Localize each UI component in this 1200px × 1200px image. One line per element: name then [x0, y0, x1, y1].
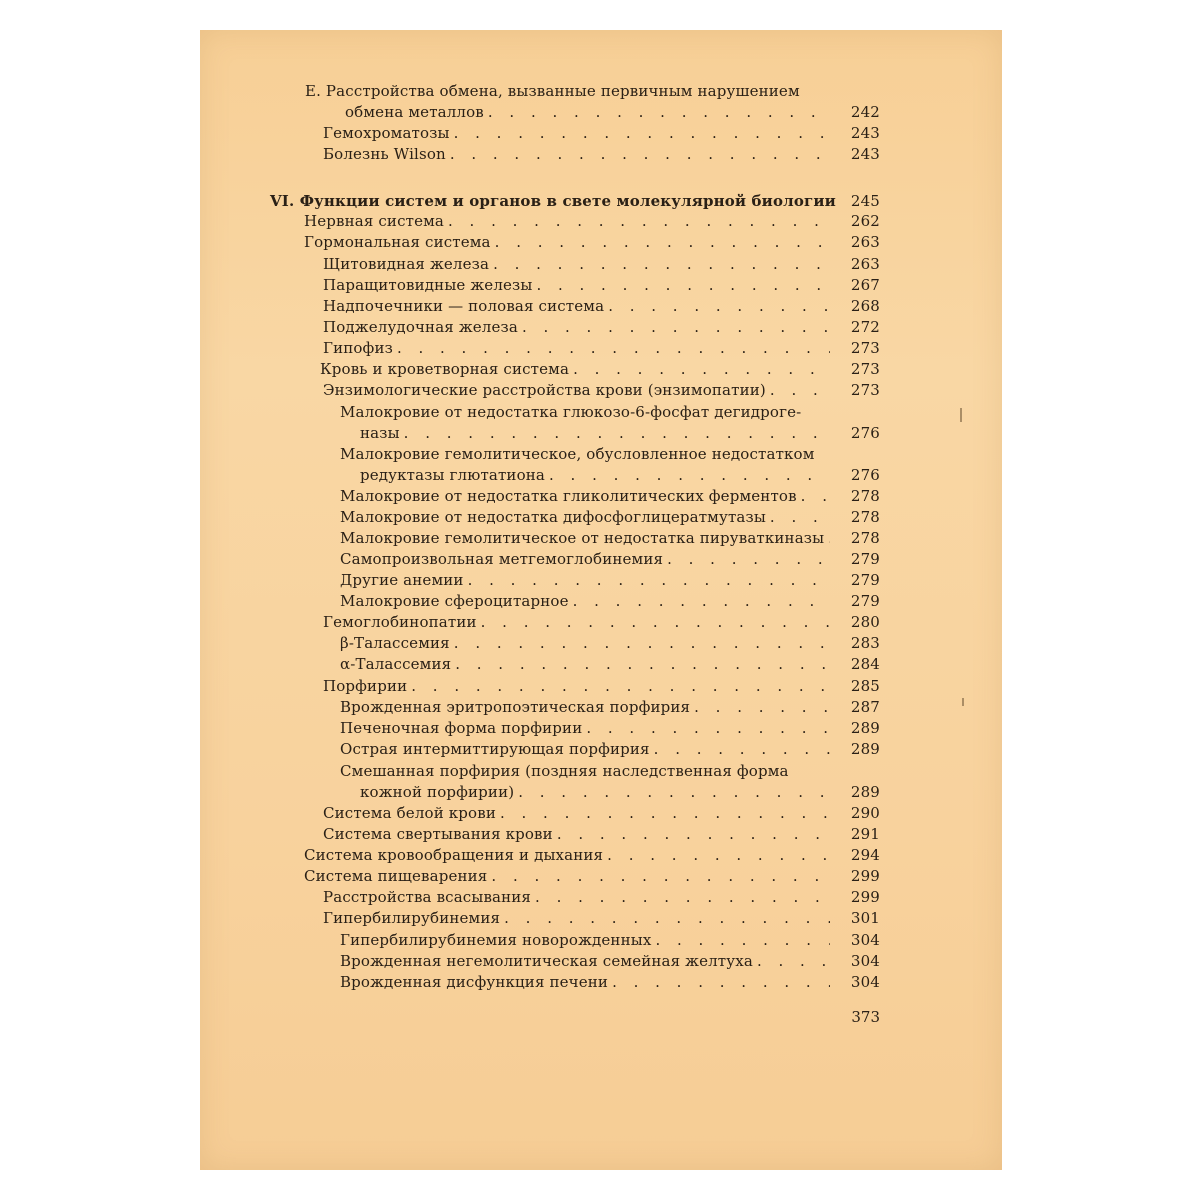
- toc-entry: [200, 612, 1002, 633]
- toc-page-number: 279: [850, 550, 880, 568]
- toc-entry-title: Малокровие от недостатка дифосфоглицератмутазы: [340, 508, 766, 526]
- toc-entry: [200, 887, 1002, 908]
- toc-page-number: 287: [850, 698, 880, 716]
- toc-page-number: 273: [850, 339, 880, 357]
- toc-entry-title: Смешанная порфирия (поздняя наследственная форма: [340, 762, 789, 780]
- toc-entry: [200, 144, 1002, 165]
- toc-entry-title: β-Таласcемия: [340, 634, 450, 652]
- dot-leader: [495, 232, 830, 253]
- book-page: [200, 30, 1002, 1170]
- dot-leader: [535, 887, 830, 908]
- dot-leader: [667, 549, 830, 570]
- toc-entry: [200, 444, 1002, 486]
- toc-entry: [200, 697, 1002, 718]
- dot-leader: [411, 676, 830, 697]
- toc-page-number: 263: [850, 255, 880, 273]
- toc-entry: [200, 296, 1002, 317]
- dot-leader: [522, 317, 830, 338]
- dot-leader: [655, 930, 830, 951]
- dot-leader: [468, 570, 830, 591]
- toc-page-number: 304: [850, 952, 880, 970]
- dot-leader: [518, 782, 830, 803]
- toc-entry-title: Нервная система: [304, 212, 445, 230]
- toc-page-number: 245: [850, 192, 880, 210]
- toc-page-number: 301: [850, 909, 880, 927]
- toc-entry-title: Поджелудочная железа: [323, 318, 518, 336]
- toc-page-number: 290: [850, 804, 880, 822]
- toc-page-number: 279: [850, 592, 880, 610]
- toc-entry: [200, 845, 1002, 866]
- toc-entry: [200, 359, 1002, 380]
- toc-page-number: 278: [850, 529, 880, 547]
- toc-page-number: 276: [850, 466, 880, 484]
- scan-mark: [962, 698, 964, 706]
- toc-entry: [200, 739, 1002, 760]
- dot-leader: [549, 465, 830, 486]
- toc-entry-title: Паращитовидные железы: [323, 276, 533, 294]
- toc-entry-title: Гормональная система: [304, 233, 491, 251]
- toc-page-number: 285: [850, 677, 880, 695]
- toc-entry-title: Малокровие от недостатка гликолитических ферментов: [340, 487, 797, 505]
- dot-leader: [397, 338, 830, 359]
- toc-page-number: 243: [850, 145, 880, 163]
- toc-entry-title: Е. Расстройства обмена, вызванные первичным нарушением: [305, 82, 800, 100]
- toc-page-number: 278: [850, 508, 880, 526]
- toc-entry: [200, 570, 1002, 591]
- toc-entry-title: Надпочечники — половая система: [323, 297, 605, 315]
- toc-entry: [200, 338, 1002, 359]
- toc-page-number: 268: [850, 297, 880, 315]
- toc-entry-title: Расстройства всасывания: [323, 888, 532, 906]
- toc-page-number: 280: [850, 613, 880, 631]
- toc-page-number: 267: [850, 276, 880, 294]
- toc-page-number: 289: [850, 740, 880, 758]
- dot-leader: [573, 591, 830, 612]
- toc-entry: [200, 951, 1002, 972]
- dot-leader: [801, 486, 830, 507]
- toc-entry-title: Малокровие гемолитическое, обусловленное недостатком: [340, 445, 815, 463]
- toc-entry-title: Гемохроматозы: [323, 124, 450, 142]
- toc-entry: [200, 317, 1002, 338]
- toc-entry: [200, 676, 1002, 697]
- toc-entry-title: Щитовидная железа: [323, 255, 490, 273]
- toc-page-number: 299: [850, 867, 880, 885]
- toc-entry-title: Система кровообращения и дыхания: [304, 846, 604, 864]
- toc-entry-title: Система свертывания крови: [323, 825, 553, 843]
- dot-leader: [454, 123, 830, 144]
- toc-entry-title: Болезнь Wilson: [323, 145, 446, 163]
- toc-page-number: 304: [850, 931, 880, 949]
- dot-leader: [770, 380, 830, 401]
- toc-page-number: 263: [850, 233, 880, 251]
- toc-page-number: 243: [850, 124, 880, 142]
- toc-entry: [200, 81, 1002, 123]
- toc-page-number: 276: [850, 424, 880, 442]
- dot-leader: [557, 824, 830, 845]
- dot-leader: [455, 654, 830, 675]
- dot-leader: [500, 803, 830, 824]
- toc-page-number: 294: [850, 846, 880, 864]
- toc-entry-title: Врожденная эритропоэтическая порфирия: [340, 698, 691, 716]
- toc-page-number: 291: [850, 825, 880, 843]
- dot-leader: [608, 296, 830, 317]
- dot-leader: [573, 359, 830, 380]
- toc-entry: [200, 591, 1002, 612]
- toc-entry-title: обмена металлов: [345, 103, 484, 121]
- toc-page-number: 273: [850, 381, 880, 399]
- toc-entry-title: Гипофиз: [323, 339, 393, 357]
- toc-entry-title: Кровь и кроветворная система: [320, 360, 570, 378]
- toc-page-number: 284: [850, 655, 880, 673]
- toc-page-number: 273: [850, 360, 880, 378]
- toc-entry: [200, 191, 1002, 212]
- toc-entry: [200, 972, 1002, 993]
- dot-leader: [454, 633, 830, 654]
- toc-entry: [200, 486, 1002, 507]
- dot-leader: [481, 612, 830, 633]
- page-number: 373: [851, 1008, 880, 1026]
- toc-page-number: 262: [850, 212, 880, 230]
- dot-leader: [586, 718, 830, 739]
- toc-entry: [200, 549, 1002, 570]
- toc-page-number: 289: [850, 783, 880, 801]
- toc-entry: [200, 232, 1002, 253]
- dot-leader: [488, 102, 830, 123]
- dot-leader: [504, 908, 830, 929]
- toc-entry: [200, 824, 1002, 845]
- dot-leader: [450, 144, 830, 165]
- dot-leader: [757, 951, 830, 972]
- toc-entry-title: Гипербилирубинемия новорожденных: [340, 931, 652, 949]
- table-of-contents: [200, 30, 1002, 1170]
- dot-leader: [491, 866, 830, 887]
- toc-entry: [200, 654, 1002, 675]
- toc-entry: [200, 908, 1002, 929]
- toc-entry: [200, 528, 1002, 549]
- toc-page-number: 304: [850, 973, 880, 991]
- toc-entry: [200, 761, 1002, 803]
- dot-leader: [536, 275, 830, 296]
- toc-entry: [200, 803, 1002, 824]
- toc-entry: [200, 633, 1002, 654]
- dot-leader: [493, 254, 830, 275]
- toc-page-number: 242: [850, 103, 880, 121]
- toc-page-number: 289: [850, 719, 880, 737]
- toc-page-number: 278: [850, 487, 880, 505]
- scan-mark: [960, 408, 962, 422]
- toc-entry-title: Острая интермиттирующая порфирия: [340, 740, 650, 758]
- toc-entry-title: Врожденная негемолитическая семейная желтуха: [340, 952, 753, 970]
- toc-entry-title: назы: [360, 424, 400, 442]
- dot-leader: [404, 423, 830, 444]
- toc-entry-title: Малокровие сфероцитарное: [340, 592, 569, 610]
- toc-entry: [200, 123, 1002, 144]
- dot-leader: [612, 972, 830, 993]
- toc-entry-title: Другие анемии: [340, 571, 464, 589]
- toc-entry: [200, 402, 1002, 444]
- toc-page-number: 299: [850, 888, 880, 906]
- dot-leader: [448, 211, 830, 232]
- toc-entry-title: Самопроизвольная метгемоглобинемия: [340, 550, 664, 568]
- toc-entry-title: Порфирии: [323, 677, 408, 695]
- dot-leader: [607, 845, 830, 866]
- toc-entry-title: Печеночная форма порфирии: [340, 719, 583, 737]
- toc-page-number: 283: [850, 634, 880, 652]
- toc-entry-title: редуктазы глютатиона: [360, 466, 545, 484]
- dot-leader: [770, 507, 830, 528]
- toc-entry: [200, 718, 1002, 739]
- toc-entry-title: Система пищеварения: [304, 867, 488, 885]
- toc-entry: [200, 507, 1002, 528]
- toc-entry: [200, 211, 1002, 232]
- toc-entry-title: Малокровие от недостатка глюкозо-6-фосфат дегидроге-: [340, 403, 802, 421]
- toc-entry-title: Система белой крови: [323, 804, 496, 822]
- toc-entry: [200, 380, 1002, 401]
- dot-leader: [654, 739, 830, 760]
- toc-entry-title: Гемоглобинопатии: [323, 613, 477, 631]
- toc-entry-title: α-Таласcемия: [340, 655, 452, 673]
- toc-entry-title: VI. Функции систем и органов в свете молекулярной биологии: [270, 192, 836, 210]
- toc-entry-title: кожной порфирии): [360, 783, 515, 801]
- toc-entry: [200, 866, 1002, 887]
- toc-entry: [200, 254, 1002, 275]
- toc-entry-title: Малокровие гемолитическое от недостатка пируваткиназы: [340, 529, 825, 547]
- toc-entry-title: Энзимологические расстройства крови (энзимопатии): [323, 381, 766, 399]
- toc-entry: [200, 275, 1002, 296]
- toc-page-number: 279: [850, 571, 880, 589]
- toc-entry-title: Врожденная дисфункция печени: [340, 973, 609, 991]
- toc-page-number: 272: [850, 318, 880, 336]
- toc-entry: [200, 930, 1002, 951]
- toc-entry-title: Гипербилирубинемия: [323, 909, 501, 927]
- dot-leader: [694, 697, 830, 718]
